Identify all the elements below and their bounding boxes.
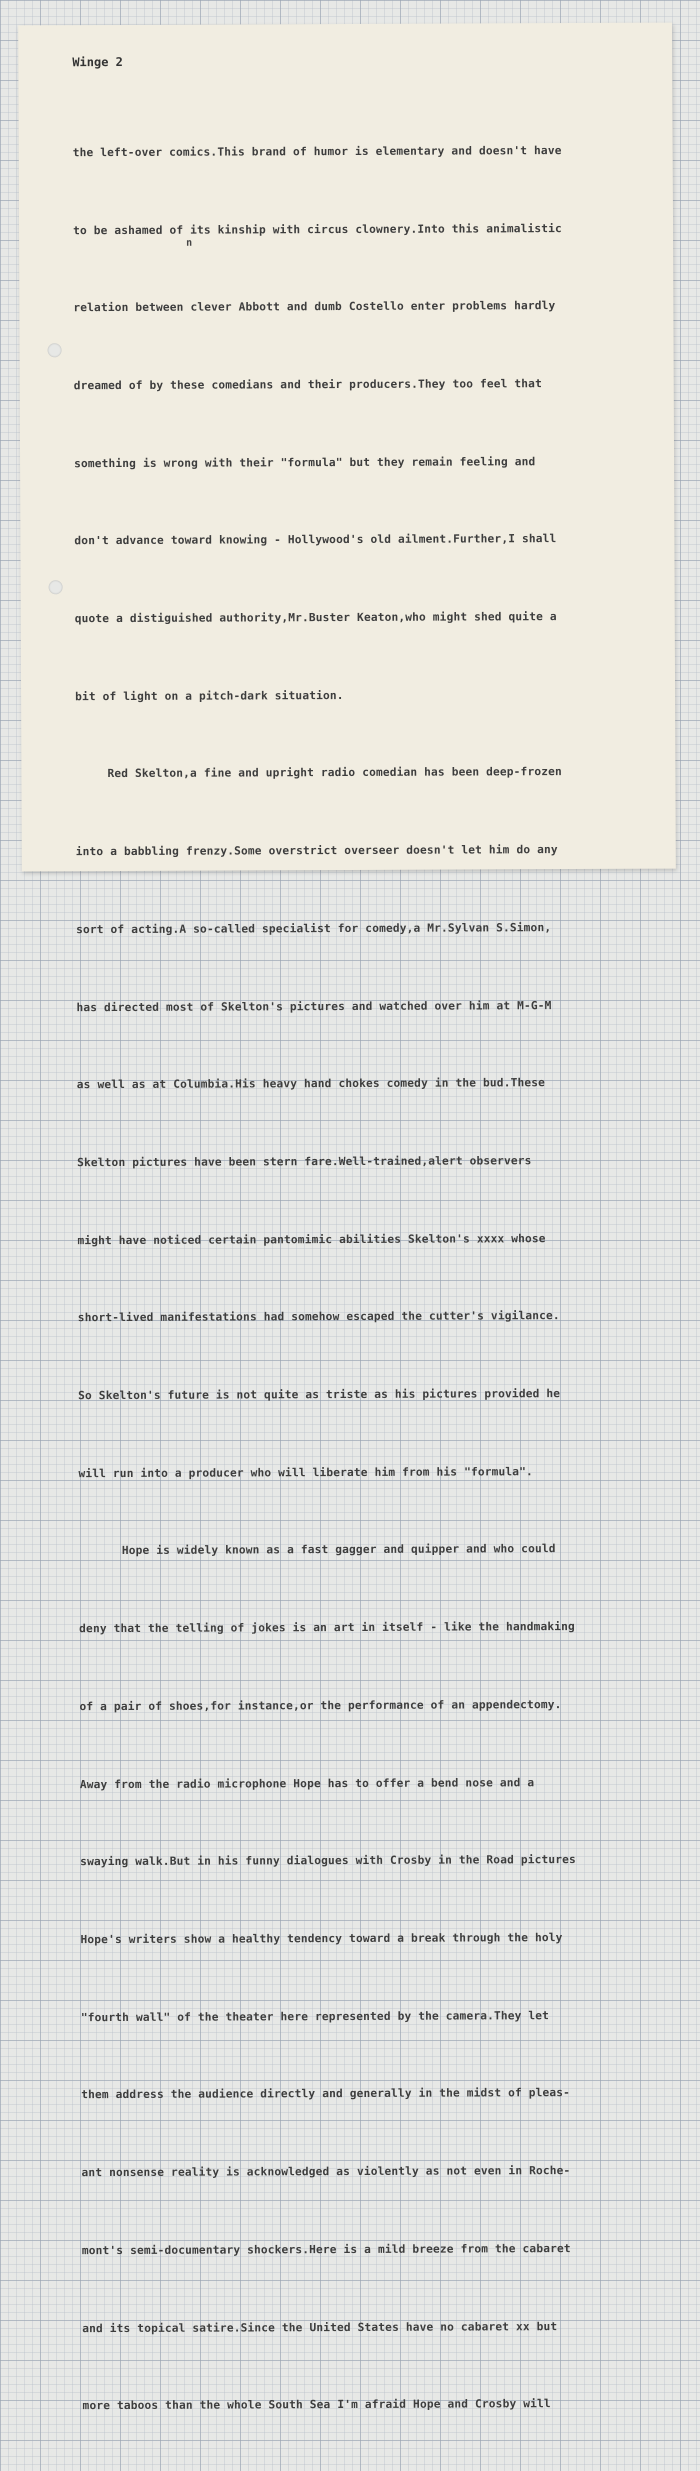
handwritten-correction: n <box>186 237 193 249</box>
text-line: swaying walk.But in his funny dialogues with Crosby in the Road pictures <box>80 1853 576 1869</box>
paragraph-start: Red Skelton,a fine and upright radio comedian has been deep-frozen <box>107 765 562 781</box>
text-line: So Skelton's future is not quite as triste as his pictures provided he <box>78 1387 561 1403</box>
text-line: into a babbling frenzy.Some overstrict overseer doesn't let him do any <box>75 843 558 859</box>
text-line: relation between clever Abbott and dumb Costello enter problems hardly <box>73 299 556 315</box>
text-line: dreamed of by these comedians and their producers.They too feel that <box>73 377 542 393</box>
text-line: has directed most of Skelton's pictures and watched over him at M-G-M <box>76 998 552 1014</box>
text-line: ant nonsense reality is acknowledged as violently as not even in Roche- <box>81 2164 571 2180</box>
punch-hole <box>48 343 62 357</box>
text-line: don't advance toward knowing - Hollywood's old ailment.Further,I shall <box>74 532 557 548</box>
punch-hole <box>49 580 63 594</box>
text-line: bit of light on a pitch-dark situation. <box>75 688 344 703</box>
text-line: as well as at Columbia.His heavy hand chokes comedy in the bud.These <box>76 1076 546 1092</box>
text-line: might have noticed certain pantomimic abilities Skelton's xxxx whose <box>77 1231 546 1247</box>
text-line: Away from the radio microphone Hope has to offer a bend nose and a <box>79 1775 535 1791</box>
text-line: "fourth wall" of the theater here represented by the camera.They let <box>80 2008 550 2024</box>
text-line: to be ashamed of its kinship with circus clownery.Into this animalistic <box>73 221 562 237</box>
text-line: Hope's writers show a healthy tendency toward a break through the holy <box>80 1931 563 1947</box>
paragraph-start: Hope is widely known as a fast gagger and quipper and who could <box>121 1542 556 1558</box>
page-header: Winge 2 <box>72 54 123 70</box>
text-line: and its topical satire.Since the United States have no cabaret xx but <box>82 2319 558 2335</box>
text-line: mont's semi-documentary shockers.Here is a mild breeze from the cabaret <box>81 2241 571 2257</box>
text-line: short-lived manifestations had somehow escaped the cutter's vigilance. <box>77 1309 560 1325</box>
typed-text-body <box>72 86 677 2471</box>
text-line: quote a distiguished authority,Mr.Buster Keaton,who might shed quite a <box>74 610 557 626</box>
text-line: will run into a producer who will liberate him from his "formula". <box>78 1464 533 1480</box>
text-line: deny that the telling of jokes is an art in itself - like the handmaking <box>79 1620 575 1636</box>
text-line: more taboos than the whole South Sea I'm afraid Hope and Crosby will <box>82 2397 551 2413</box>
text-line: something is wrong with their "formula" but they remain feeling and <box>74 454 536 470</box>
typed-page <box>18 23 676 2413</box>
text-line: them address the audience directly and generally in the midst of pleas- <box>81 2086 571 2102</box>
text-line: Skelton pictures have been stern fare.Well-trained,alert observers <box>77 1154 532 1170</box>
text-line: the left-over comics.This brand of humor is elementary and doesn't have <box>72 143 562 160</box>
text-line: of a pair of shoes,for instance,or the performance of an appendectomy. <box>79 1697 562 1714</box>
text-line: sort of acting.A so-called specialist for comedy,a Mr.Sylvan S.Simon, <box>76 920 552 937</box>
